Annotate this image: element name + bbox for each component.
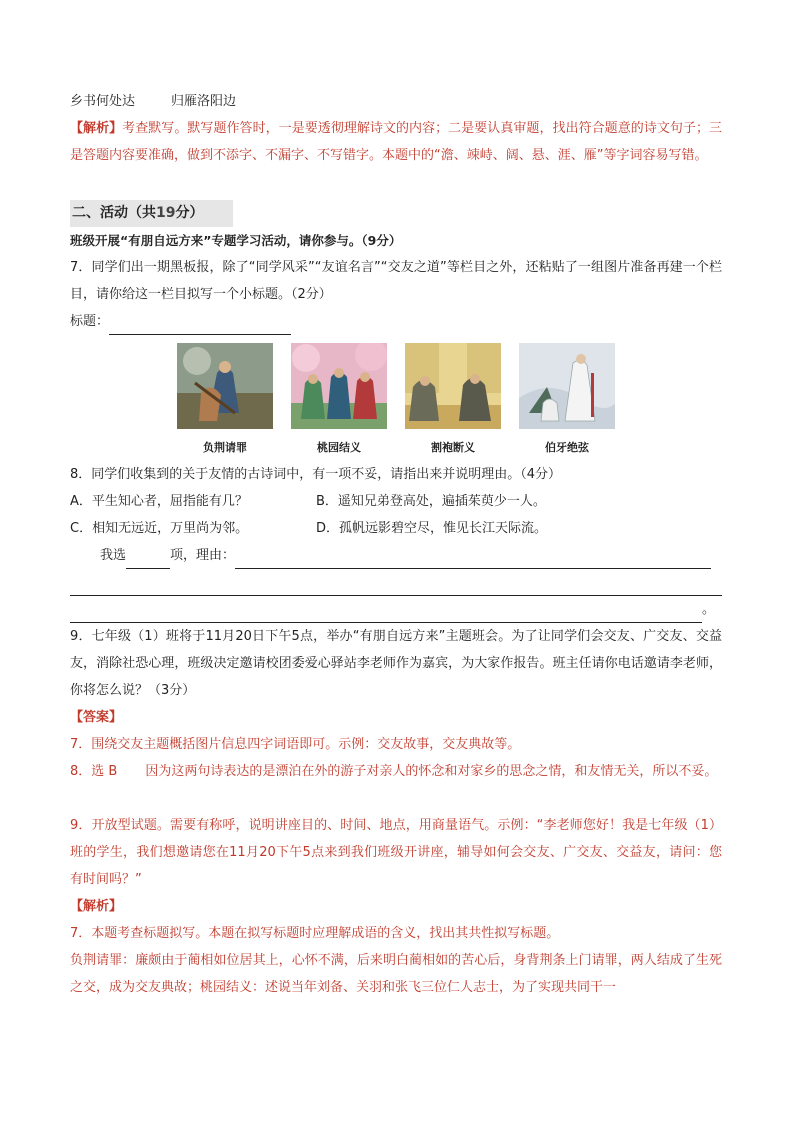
q8-reason-line-2 [70, 569, 722, 596]
fujing-illustration [177, 343, 273, 429]
analysis-2-tag: 【解析】 [70, 899, 123, 914]
answer-7: 7．围绕交友主题概括图片信息四字词语即可。示例：交友故事，交友典故等。 [70, 737, 521, 752]
q8-option-a[interactable]: A．平生知心者，屈指能有几？ [70, 494, 248, 509]
q8-reason-blank-2[interactable] [70, 579, 722, 596]
q8-choice-blank[interactable] [126, 552, 170, 569]
answer-8-text: 因为这两句诗表达的是漂泊在外的游子对亲人的怀念和对家乡的思念之情，和友情无关，所以不妥。 [145, 764, 718, 779]
q8-answer-line [70, 542, 722, 569]
gepao-illustration [405, 343, 501, 429]
q8-options-row-2 [70, 515, 722, 542]
poem-line-b: 归雁洛阳边 [171, 94, 237, 109]
question-8: 8．同学们收集到的关于友情的古诗词中，有一项不妥，请指出来并说明理由。（4分） [70, 467, 562, 482]
caption-fujing: 负荆请罪 [203, 441, 247, 454]
answer-8-head: 8．选 B [70, 764, 118, 779]
q8-reason-blank-3[interactable] [70, 606, 702, 623]
picture-row [70, 343, 722, 455]
q8-end-mark: 。 [702, 602, 716, 617]
caption-boya: 伯牙绝弦 [545, 441, 589, 454]
q8-reason-line-3 [70, 596, 722, 623]
question-7: 7．同学们出一期黑板报，除了“同学风采”“友谊名言”“交友之道”等栏目之外，还粘贴了一组图片准备再建一个栏目，请你给这一栏目拟写一个小标题。（2分） [70, 260, 722, 302]
document-page [70, 88, 722, 1001]
activity-intro: 班级开展“有朋自远方来”专题学习活动，请你参与。（9分） [70, 233, 402, 248]
q8-reason-label: 项，理由： [170, 548, 236, 563]
analysis-tag: 【解析】 [70, 121, 123, 136]
analysis-2-q7: 7．本题考查标题拟写。本题在拟写标题时应理解成语的含义，找出其共性拟写标题。 [70, 926, 560, 941]
taoyuan-illustration [291, 343, 387, 429]
q8-option-b[interactable]: B．遥知兄弟登高处，遍插茱萸少一人。 [316, 494, 546, 509]
q8-option-c[interactable]: C．相知无远近，万里尚为邻。 [70, 521, 249, 536]
poem-line [70, 88, 722, 115]
caption-gepao: 割袍断义 [431, 441, 475, 454]
q8-option-d[interactable]: D．孤帆远影碧空尽，惟见长江天际流。 [316, 521, 548, 536]
picture-fujing [177, 343, 273, 455]
answer-9: 9．开放型试题。需要有称呼，说明讲座目的、时间、地点，用商量语气。示例：“李老师您好！我是七年级（1）班的学生，我们想邀请您在11月20下午5点来到我们班级开讲座，辅导如何会交友、广交友、交益友，请问：您有时间吗？” [70, 818, 722, 887]
q7-title-blank[interactable] [109, 318, 291, 335]
q7-title-label: 标题： [70, 314, 110, 329]
question-9: 9．七年级（1）班将于11月20日下午5点，举办“有朋自远方来”主题班会。为了让同学们会交友、广交友、交益友，消除社恐心理，班级决定邀请校团委爱心驿站李老师作为嘉宾，为大家作报告。班主任请你电话邀请李老师，你将怎么说？（3分） [70, 629, 722, 698]
caption-taoyuan: 桃园结义 [317, 441, 361, 454]
picture-taoyuan [291, 343, 387, 455]
answer-tag: 【答案】 [70, 710, 123, 725]
answer-8 [70, 758, 722, 812]
section-heading [70, 200, 722, 227]
analysis-2-detail: 负荆请罪：廉颇由于蔺相如位居其上，心怀不满，后来明白蔺相如的苦心后，身背荆条上门请罪，两人结成了生死之交，成为交友典故；桃园结义：述说当年刘备、关羽和张飞三位仁人志士，为了实现共同干一 [70, 953, 722, 995]
picture-boya [519, 343, 615, 455]
q8-options-row-1 [70, 488, 722, 515]
q7-title-line [70, 308, 722, 335]
section-2-title: 二、活动（共19分） [70, 200, 233, 227]
poem-line-a: 乡书何处达 [70, 94, 136, 109]
q8-reason-blank-1[interactable] [235, 552, 711, 569]
boya-illustration [519, 343, 615, 429]
picture-gepao [405, 343, 501, 455]
analysis-1 [70, 115, 722, 196]
analysis-1-text: 考查默写。默写题作答时，一是要透彻理解诗文的内容；二是要认真审题，找出符合题意的诗文句子；三是答题内容要准确，做到不添字、不漏字、不写错字。本题中的“澹、竦峙、阔、悬、涯、雁”等字词容易写错。 [70, 121, 722, 163]
q8-choose-label: 我选 [100, 548, 127, 563]
section-2-score: 19 [156, 205, 176, 221]
